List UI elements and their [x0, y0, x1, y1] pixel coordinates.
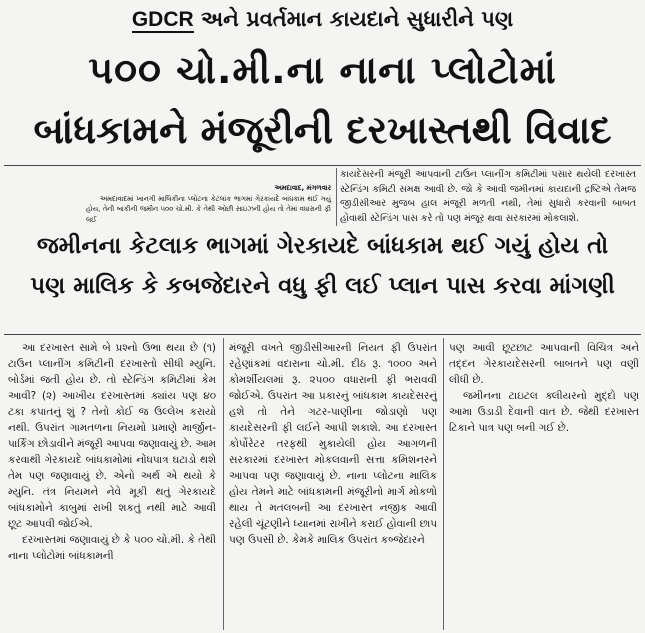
subheadline-line1: જમીનના કેટલાક ભાગમાં ગેરકાયદે બાંધકામ થઈ ગયું હોય તો: [36, 233, 609, 259]
column-divider-2: [443, 338, 444, 630]
main-headline-line2: બાંધકામને મંજૂરીની દરખાસ્તથી વિવાદ: [33, 108, 612, 152]
intro-divider: [336, 168, 337, 226]
headline-kicker: [0, 6, 645, 33]
intro-right-text: કાયદેસરની મંજૂરી આપવાની ટાઉન પ્લાનીંગ કમિટીમાં પસાર થયેલી દરખાસ્ત સ્ટેન્ડિંગ કમિટી સમક્ષ આવી છે. જો કે આવી જમીનમાં કાયદાની દ્રષ્ટિએ તેમજ જીડીસીઆર મુજબ હાલ મંજૂરી મળતી નથી, તેમાં સુધારો કરવાની બાબત હોવાથી સ્ટેન્ડિંગ પાસ કરે તો પણ મંજૂર થવા સરકારમાં મોકલાશે.: [340, 169, 636, 224]
kicker-brand: GDCR: [131, 8, 194, 31]
body-col2-paragraph: મંજૂરી વખતે જીડીસીઆરની નિયત ફી ઉપરાંત રહેણાંકમાં વદારાના ચો.મી. દીઠ રૂ. ૧૦૦૦ અને કોમર્શીયલમાં રૂ. ૨૫૦૦ વધારાની ફી ભરાવવી જોઈએ. ઉપરાંત આ પ્રકારનું બાંધકામ કાયદેસરનું હશે તો તેને ગટર-પાણીના જોડાણો પણ કાયદેસરની ફી લઈને આપી શકાશે. આ દરખાસ્ત કોર્પોરેટર તરફથી મુકાયેલી હોય આગળની સરકારમાં દરખાસ્ત મોકલવાની સત્તા કમિશનરને આપવા પણ જણાવાયું છે. નાના પ્લોટના માલિક હોય તેમને માટે બાંધકામની મંજૂરીનો માર્ગ મોકળો થાય તે મતલબની આ દરખાસ્ત નજીક આવી રહેલી ચૂંટણીને ધ્યાનમાં રાખીને કરાઈ હોવાની છાપ પણ ઉપસી છે. કેમકે માલિક ઉપરાંત કબ્જેદારને: [229, 342, 437, 546]
body-column-2: [229, 340, 437, 548]
kicker-text: અને પ્રવર્તમાન કાયદાને સુધારીને પણ: [193, 7, 514, 31]
intro-left-text: અમદાવાદમાં ખાનગી માલિકીના પ્લોટના કેટલાંક ભાગમાં ગેરકાયદે બાંધકામ થઈ ગયું હોય, તેની બાકીની જમીન ૫૦૦ ચો.મી. કે તેથી ઓછી સાઇઝની હોય તો તેમાં વધારાની ફી લઈ: [86, 194, 331, 224]
body-col1-paragraph1: આ દરખાસ્ત સામે બે પ્રશ્નો ઉભા થયા છે (૧) ટાઉન પ્લાનીંગ કમિટીની દરખાસ્તો સીધી મ્યુનિ. બોર્ડમાં જતી હોય છે. તો સ્ટેન્ડિંગ કમિટીમાં કેમ આવી? (૨) આખીય દરખાસ્તમાં ક્યાંય પણ ૪૦ ટકા કપાતનું શું ? તેનો કોઈ જ ઉલ્લેખ કરાયો નથી. ઉપરાંત ગામતળના નિયમો પ્રમાણે માર્જીન-પાર્કિંગ છોડાવીને મંજૂરી આપવા જણાવાયું છે. આમ કરવાથી ગેરકાયદે બાંધકામોમાં નોંધપાત્ર ઘટાડો થશે તેમ પણ જણાવાયું છે. એનો અર્થ એ થયો કે મ્યુનિ. તંત્ર નિયમને નેવે મૂકી થતું ગેરકાયદે બાંધકામોને કાબુમાં રાખી શકતું નથી માટે આવી છૂટ આપવી જોઈએ.: [8, 342, 216, 530]
subheadline-rule: [4, 334, 641, 335]
body-col3-paragraph2: જમીનના ટાઇટલ ક્લીયરનો મુદ્દો પણ આમા ઉડાડી દેવાની વાત છે. જેથી દરખાસ્ત ટિકાને પાત્ર પણ બની ગઈ છે.: [449, 390, 639, 434]
subheadline-line2: પણ માલિક કે કબજેદારને વધુ ફી લઈ પ્લાન પાસ કરવા માંગણી: [30, 273, 615, 299]
body-col1-paragraph2: દરખાસ્તમાં જણાવાયું છે કે ૫૦૦ ચો.મી. કે તેથી નાના પ્લોટોમાં બાંધકામની: [8, 534, 216, 562]
dateline: અમદાવાદ, મંગળવાર: [274, 184, 331, 192]
body-col3-paragraph1: પણ આવી છૂટછાટ આપવાની વિચિત્ર અને તદ્દન ગેરકાયદેસરની બાબતને પણ વણી લીધી છે.: [449, 342, 639, 386]
column-divider-1: [223, 338, 224, 630]
headline-rule: [4, 165, 641, 166]
intro-right-column: [340, 168, 636, 226]
body-column-1: [8, 340, 216, 564]
intro-left-column: [86, 183, 331, 225]
body-column-3: [449, 340, 639, 436]
main-headline-line1: ૫૦૦ ચો.મી.ના નાના પ્લોટોમાં: [88, 48, 557, 92]
